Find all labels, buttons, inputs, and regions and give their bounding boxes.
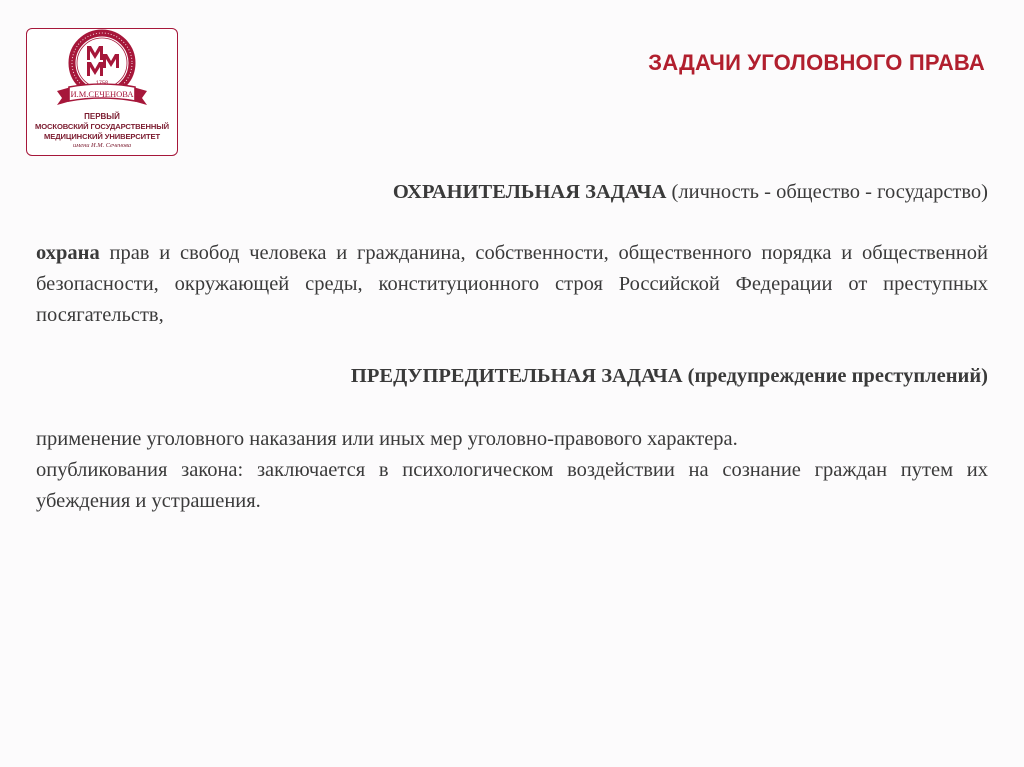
section2-line1: применение уголовного наказания или иных мер уголовно-правового характера. xyxy=(36,428,738,450)
page-title: ЗАДАЧИ УГОЛОВНОГО ПРАВА xyxy=(648,50,985,75)
section2-text2: опубликования закона: заключается в психологическом воздействии на сознание граждан путем их убеждения и устрашения. xyxy=(36,459,988,512)
logo-ribbon-text: И.М.СЕЧЕНОВА xyxy=(70,89,134,99)
university-emblem-icon xyxy=(27,29,177,113)
section1-heading-rest: (личность - общество - государство) xyxy=(666,181,988,203)
section1-lead-bold: охрана xyxy=(36,242,100,264)
section1-body xyxy=(36,238,988,331)
logo-caption-line4: имени И.М. Сеченова xyxy=(72,142,132,149)
section2-heading: ПРЕДУПРЕДИТЕЛЬНАЯ ЗАДАЧА (предупреждение преступлений) xyxy=(350,365,988,387)
university-logo xyxy=(26,28,178,156)
logo-caption-line3: МЕДИЦИНСКИЙ УНИВЕРСИТЕТ xyxy=(44,132,160,141)
section1-heading xyxy=(36,177,988,208)
section2-body xyxy=(36,424,988,517)
section1-heading-bold: ОХРАНИТЕЛЬНАЯ ЗАДАЧА xyxy=(392,181,667,203)
section1-text: прав и свобод человека и гражданина, собственности, общественного порядка и общественной безопасности, окружающей среды, конституционного строя Российской Федерации от преступных посягательств, xyxy=(36,242,988,326)
logo-caption-line1: ПЕРВЫЙ xyxy=(84,112,120,121)
logo-caption-line2: МОСКОВСКИЙ ГОСУДАРСТВЕННЫЙ xyxy=(35,122,169,131)
